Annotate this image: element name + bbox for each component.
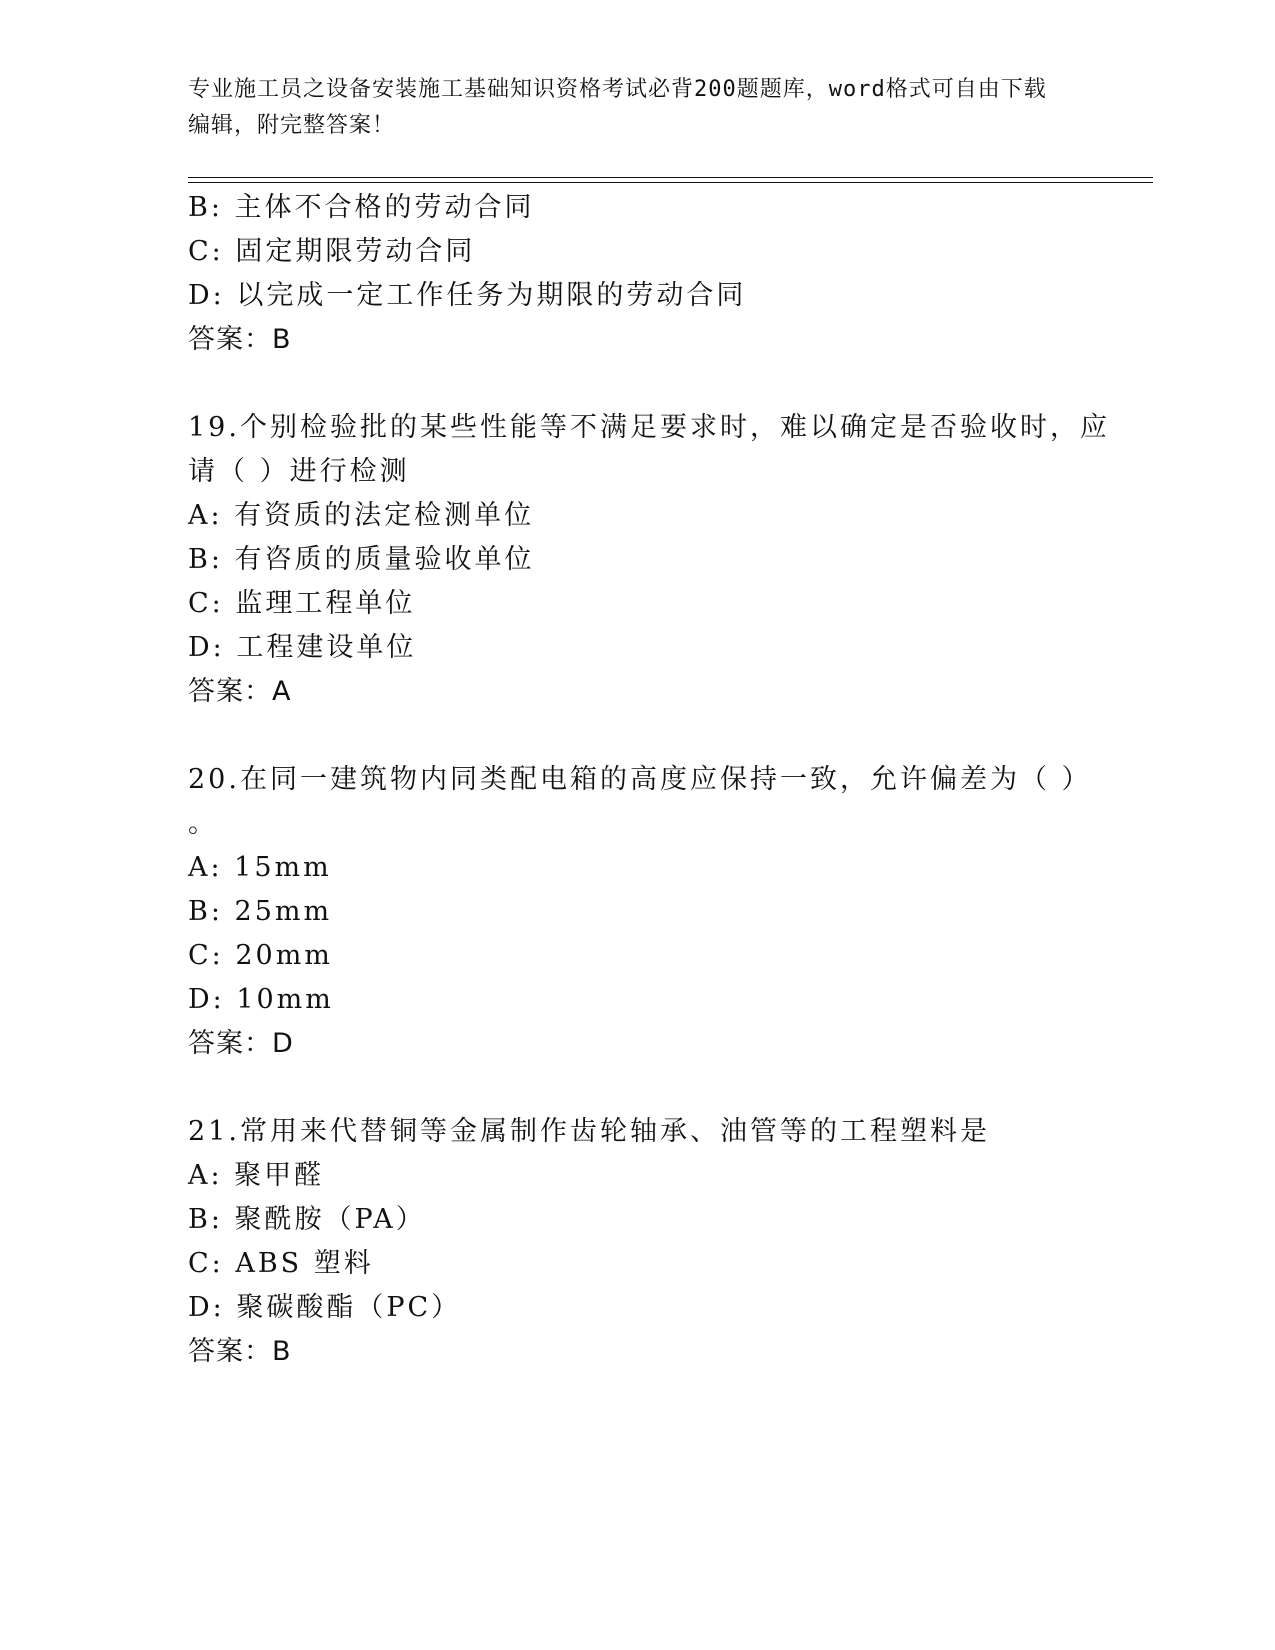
question-19-stem-line-1: 19.个别检验批的某些性能等不满足要求时，难以确定是否验收时，应 [188,412,1110,443]
header-divider-bottom [188,182,1153,183]
answer-line: 答案：B [188,324,292,355]
question-19-option-b: B: 有咨质的质量验收单位 [188,544,535,575]
question-20-answer: 答案：D [188,1028,294,1059]
question-19-option-a: A: 有资质的法定检测单位 [188,500,535,531]
question-20-option-a: A: 15mm [188,852,332,883]
header-divider-top [188,177,1153,178]
question-20-stem-line-2: 。 [188,808,218,839]
question-20-option-b: B: 25mm [188,896,333,927]
question-21-option-a: A: 聚甲醛 [188,1160,325,1191]
question-21-stem-line-1: 21.常用来代替铜等金属制作齿轮轴承、油管等的工程塑料是 [188,1116,990,1147]
question-21-option-b: B: 聚酰胺（PA） [188,1204,426,1235]
question-21-option-c: C: ABS 塑料 [188,1248,374,1279]
question-19-option-c: C: 监理工程单位 [188,588,416,619]
question-20-option-c: C: 20mm [188,940,333,971]
document-header: 专业施工员之设备安装施工基础知识资格考试必背200题题库，word格式可自由下载编辑，附完整答案！ [188,77,1047,138]
question-19-stem-line-2: 请（ ）进行检测 [188,456,410,487]
option-b: B: 主体不合格的劳动合同 [188,192,535,223]
question-21-answer: 答案：B [188,1336,292,1367]
option-d: D: 以完成一定工作任务为期限的劳动合同 [188,280,747,311]
question-19-option-d: D: 工程建设单位 [188,632,417,663]
question-20-stem-line-1: 20.在同一建筑物内同类配电箱的高度应保持一致，允许偏差为（ ） [188,764,1092,795]
question-21-option-d: D: 聚碳酸酯（PC） [188,1292,462,1323]
question-20-option-d: D: 10mm [188,984,334,1015]
option-c: C: 固定期限劳动合同 [188,236,476,267]
question-19-answer: 答案：A [188,676,292,707]
